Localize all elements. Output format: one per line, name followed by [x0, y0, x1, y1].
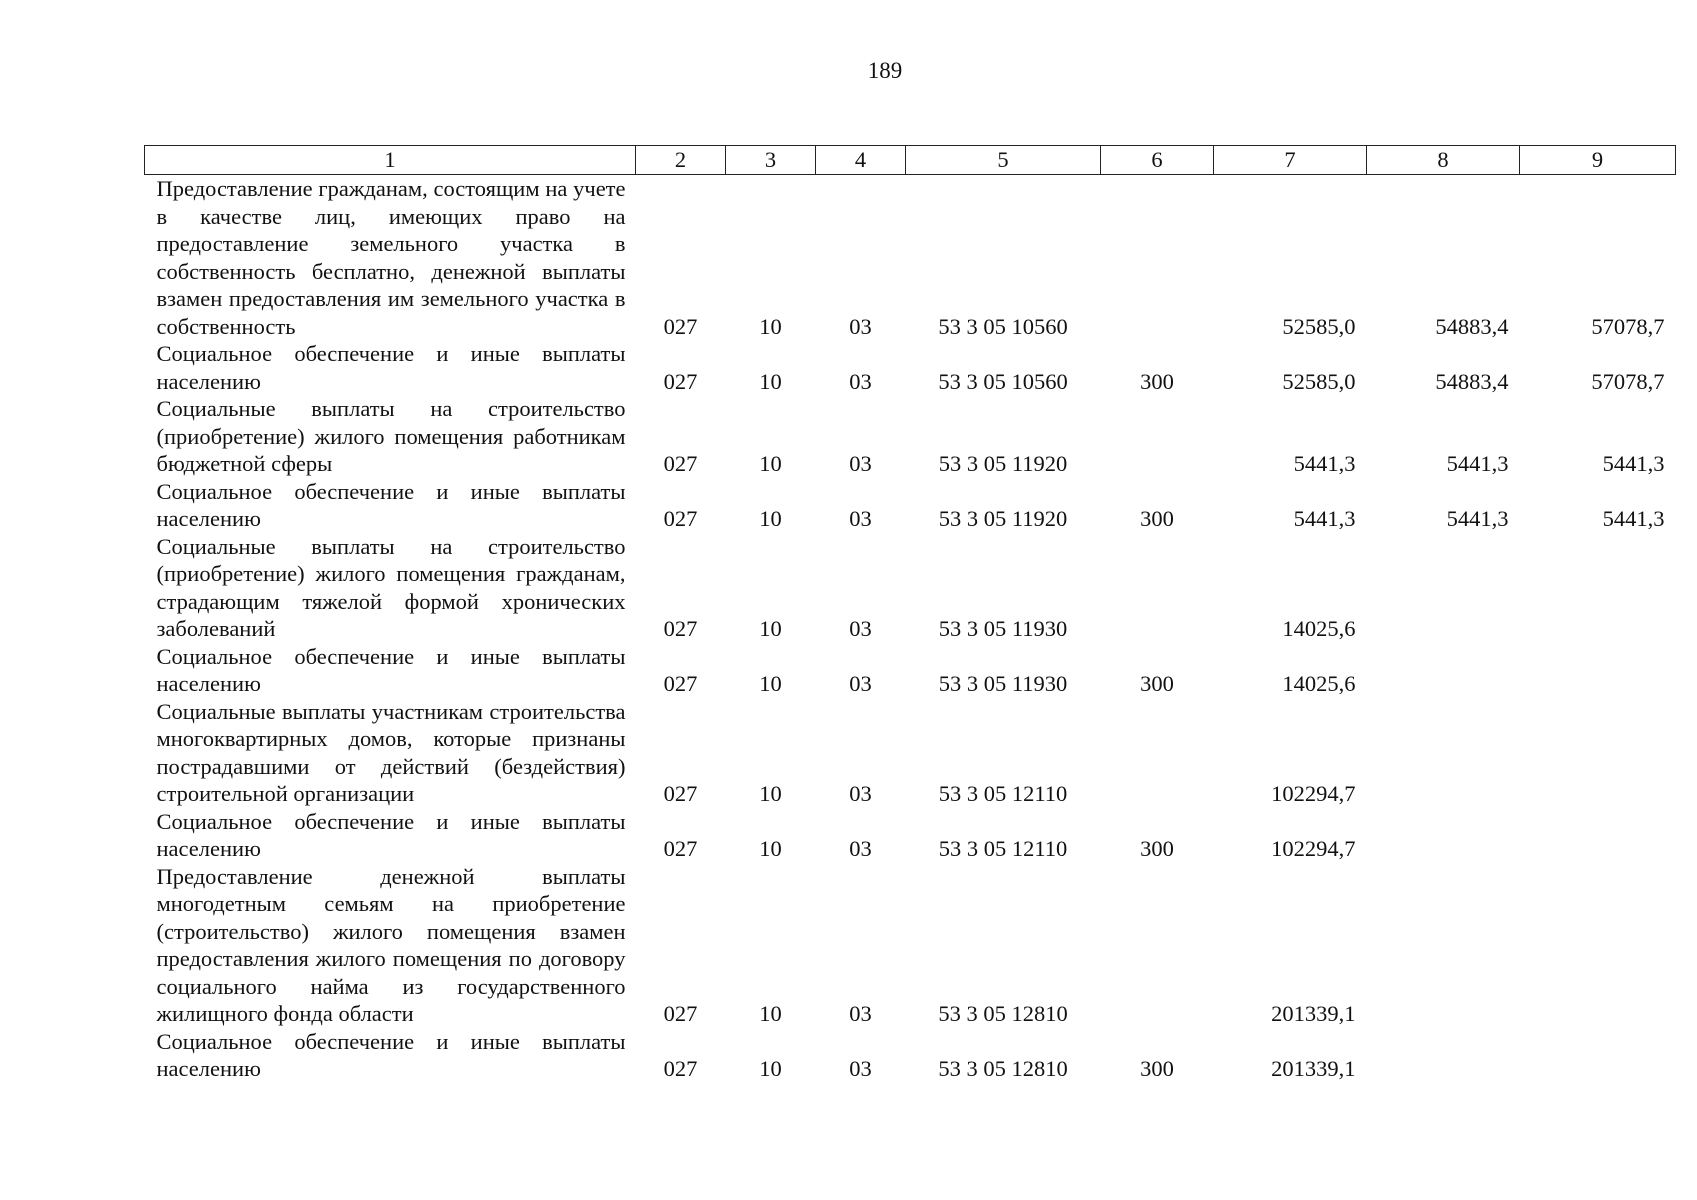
cell-amount-col7: 52585,0 [1282, 313, 1356, 339]
cell-expense-type [1101, 395, 1214, 478]
cell-target-article: 53 3 05 11930 [938, 616, 1068, 641]
cell-ministry-code: 027 [663, 781, 698, 806]
cell-amount-col7: 14025,6 [1282, 616, 1356, 641]
cell-ministry-code: 027 [663, 671, 698, 696]
table-row [145, 863, 1676, 1028]
cell-target-article: 53 3 05 12810 [938, 1056, 1068, 1081]
page-number: 189 [867, 58, 903, 83]
row-description: Социальные выплаты участникам строительства многоквартирных домов, которые признаны пострадавшими от действий (бездействия) строительной организации [156, 698, 626, 806]
cell-amount-col9 [1520, 643, 1676, 698]
cell-amount-col7: 201339,1 [1271, 1056, 1356, 1081]
cell-ministry-code: 027 [663, 836, 698, 861]
row-description: Социальные выплаты на строительство (приобретение) жилого помещения работникам бюджетной сферы [156, 396, 626, 476]
cell-subsection: 03 [849, 1056, 872, 1081]
row-description: Социальное обеспечение и иные выплаты населению [156, 808, 626, 861]
table-header-row [145, 146, 1676, 175]
table-row [145, 533, 1676, 643]
cell-amount-col9: 5441,3 [1602, 451, 1665, 476]
cell-subsection: 03 [849, 616, 872, 641]
cell-section: 10 [759, 1056, 782, 1081]
cell-target-article: 53 3 05 11920 [938, 451, 1068, 476]
cell-amount-col9 [1520, 863, 1676, 1028]
cell-amount-col8 [1367, 643, 1520, 698]
cell-amount-col9 [1520, 698, 1676, 808]
cell-section: 10 [759, 671, 782, 696]
cell-amount-col8: 5441,3 [1446, 506, 1509, 531]
column-header: 3 [726, 146, 816, 175]
cell-ministry-code: 027 [663, 368, 698, 394]
cell-target-article: 53 3 05 11920 [938, 506, 1068, 531]
table-row [145, 643, 1676, 698]
cell-amount-col7: 102294,7 [1271, 836, 1356, 861]
column-header: 7 [1214, 146, 1367, 175]
cell-ministry-code: 027 [663, 616, 698, 641]
cell-section: 10 [759, 368, 782, 394]
cell-amount-col7: 5441,3 [1293, 451, 1356, 476]
cell-expense-type: 300 [1140, 506, 1174, 531]
cell-subsection: 03 [849, 506, 872, 531]
cell-subsection: 03 [849, 451, 872, 476]
row-description: Социальное обеспечение и иные выплаты населению [156, 341, 626, 394]
cell-amount-col8 [1367, 863, 1520, 1028]
cell-subsection: 03 [849, 1001, 872, 1026]
column-header: 9 [1520, 146, 1676, 175]
cell-amount-col9 [1520, 808, 1676, 863]
cell-amount-col8: 54883,4 [1435, 313, 1509, 339]
cell-expense-type: 300 [1140, 836, 1174, 861]
cell-ministry-code: 027 [663, 451, 698, 476]
column-header: 4 [816, 146, 906, 175]
table-row [145, 395, 1676, 478]
cell-amount-col9 [1520, 533, 1676, 643]
cell-section: 10 [759, 616, 782, 641]
cell-expense-type [1101, 698, 1214, 808]
row-description: Социальные выплаты на строительство (приобретение) жилого помещения гражданам, страдающим тяжелой формой хронических заболеваний [156, 533, 626, 641]
cell-subsection: 03 [849, 313, 872, 339]
cell-amount-col7: 52585,0 [1282, 368, 1356, 394]
cell-ministry-code: 027 [663, 1001, 698, 1026]
column-header: 6 [1101, 146, 1214, 175]
cell-amount-col8 [1367, 698, 1520, 808]
budget-table [144, 145, 1675, 1083]
cell-target-article: 53 3 05 12110 [938, 781, 1068, 806]
cell-amount-col8 [1367, 1028, 1520, 1083]
cell-amount-col9 [1520, 1028, 1676, 1083]
cell-target-article: 53 3 05 12810 [938, 1001, 1068, 1026]
column-header: 5 [906, 146, 1101, 175]
cell-amount-col7: 102294,7 [1271, 781, 1356, 806]
table-row [145, 1028, 1676, 1083]
cell-section: 10 [759, 781, 782, 806]
cell-target-article: 53 3 05 10560 [938, 313, 1068, 339]
cell-ministry-code: 027 [663, 313, 698, 339]
cell-amount-col9: 57078,7 [1591, 313, 1665, 339]
row-description: Социальное обеспечение и иные выплаты населению [156, 643, 626, 696]
cell-expense-type: 300 [1140, 368, 1174, 394]
cell-amount-col7: 14025,6 [1282, 671, 1356, 696]
table-row [145, 175, 1676, 341]
table-row [145, 698, 1676, 808]
cell-ministry-code: 027 [663, 1056, 698, 1081]
cell-target-article: 53 3 05 10560 [938, 368, 1068, 394]
row-description: Предоставление гражданам, состоящим на учете в качестве лиц, имеющих право на предоставление земельного участка в собственность бесплатно, денежной выплаты взамен предоставления им земельного участка в собственность [156, 176, 626, 339]
column-header: 8 [1367, 146, 1520, 175]
cell-subsection: 03 [849, 671, 872, 696]
cell-expense-type: 300 [1140, 1056, 1174, 1081]
table-row [145, 478, 1676, 533]
cell-ministry-code: 027 [663, 506, 698, 531]
cell-expense-type [1101, 863, 1214, 1028]
table-row [145, 340, 1676, 395]
row-description: Предоставление денежной выплаты многодетным семьям на приобретение (строительство) жилого помещения взамен предоставления жилого помещения по договору социального найма из государственного жилищного фонда области [156, 863, 626, 1026]
cell-expense-type: 300 [1140, 671, 1174, 696]
cell-target-article: 53 3 05 11930 [938, 671, 1068, 696]
cell-target-article: 53 3 05 12110 [938, 836, 1068, 861]
cell-section: 10 [759, 836, 782, 861]
cell-amount-col8 [1367, 533, 1520, 643]
column-header: 2 [636, 146, 726, 175]
cell-section: 10 [759, 313, 782, 339]
cell-section: 10 [759, 451, 782, 476]
cell-section: 10 [759, 1001, 782, 1026]
cell-subsection: 03 [849, 368, 872, 394]
cell-amount-col9: 57078,7 [1591, 368, 1665, 394]
cell-expense-type [1101, 533, 1214, 643]
cell-subsection: 03 [849, 781, 872, 806]
cell-amount-col8: 5441,3 [1446, 451, 1509, 476]
column-header: 1 [145, 146, 636, 175]
cell-section: 10 [759, 506, 782, 531]
cell-amount-col7: 201339,1 [1271, 1001, 1356, 1026]
cell-expense-type [1101, 175, 1214, 341]
cell-amount-col9: 5441,3 [1602, 506, 1665, 531]
row-description: Социальное обеспечение и иные выплаты населению [156, 1028, 626, 1081]
cell-amount-col8 [1367, 808, 1520, 863]
cell-amount-col8: 54883,4 [1435, 368, 1509, 394]
row-description: Социальное обеспечение и иные выплаты населению [156, 478, 626, 531]
cell-amount-col7: 5441,3 [1293, 506, 1356, 531]
cell-subsection: 03 [849, 836, 872, 861]
table-row [145, 808, 1676, 863]
